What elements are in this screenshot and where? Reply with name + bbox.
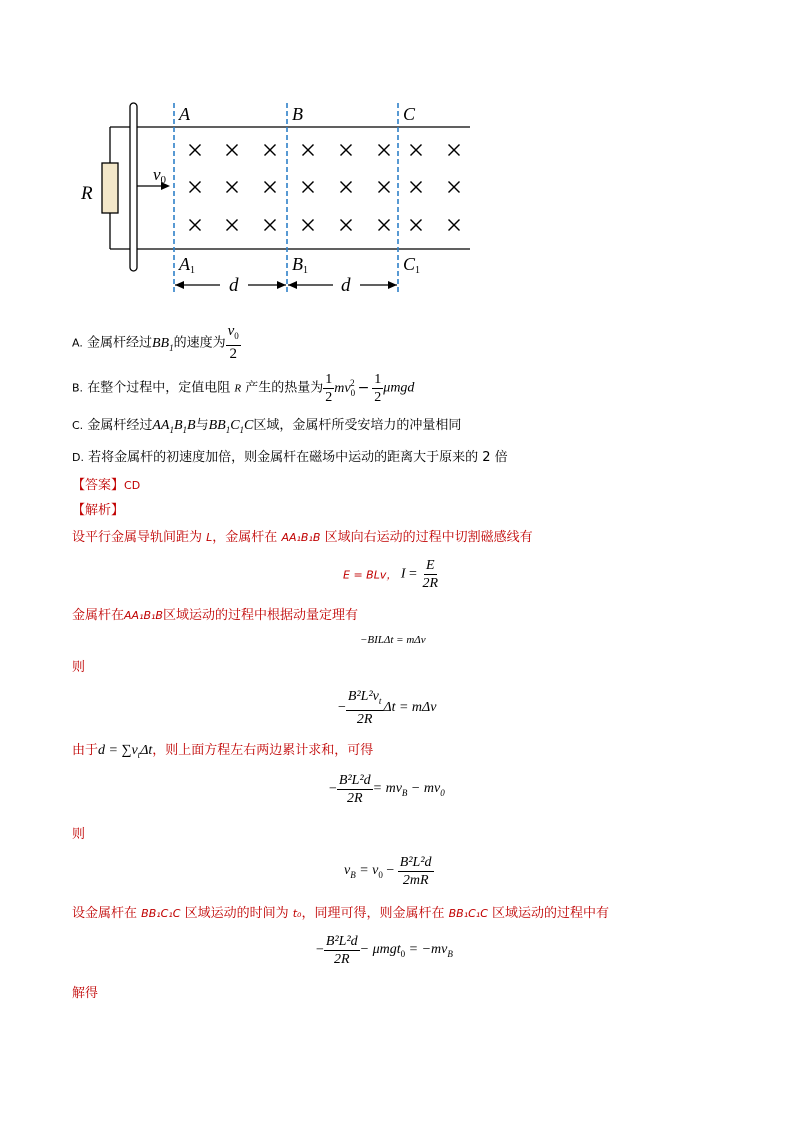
field-cross-icon <box>303 145 314 156</box>
answer-label: 【答案】 <box>72 478 125 493</box>
equation-1: E = BLv， I = $\frac{E}{2R}$ <box>343 558 438 591</box>
option-A: A. 金属杆经过$BB_1$的速度为 $\frac{v_0}{2}$ <box>72 323 239 362</box>
then-2: 则 <box>72 827 86 842</box>
equation-6: − $\frac{\text{B²L²d}}{2R}$ − $\mu mgt_0 = -mv_B$ <box>316 934 453 967</box>
resistor <box>102 163 118 213</box>
analysis-line-4: 设金属杆在 BB₁C₁C 区域运动的时间为 t₀，同理可得，则金属杆在 BB₁C₁C 区域运动的过程中有 <box>72 906 610 921</box>
label-d-2: d <box>341 275 351 296</box>
field-cross-icon <box>341 220 352 231</box>
field-cross-icon <box>411 145 422 156</box>
field-cross-icon <box>411 220 422 231</box>
field-cross-icon <box>227 145 238 156</box>
metal-rod <box>130 103 137 271</box>
field-cross-icon <box>303 220 314 231</box>
equation-4: − $\frac{\text{B²L²d}}{2R}$ = $mv_B - mv_0$ <box>329 773 445 806</box>
solve-label: 解得 <box>72 986 99 1001</box>
equation-3: − $\frac{B^2L^2v_t}{2R}$ Δt = mΔv <box>338 689 437 727</box>
option-D: D. 若将金属杆的初速度加倍，则金属杆在磁场中运动的距离大于原来的 2 倍 <box>72 450 508 465</box>
answer-line <box>72 476 140 496</box>
field-cross-icon <box>190 145 201 156</box>
field-cross-icon <box>379 145 390 156</box>
field-cross-icon <box>265 220 276 231</box>
analysis-label: 【解析】 <box>72 503 125 518</box>
label-C1: C1 <box>403 254 421 276</box>
label-d-1: d <box>229 275 239 296</box>
field-cross-icon <box>190 220 201 231</box>
label-R: R <box>81 183 93 204</box>
field-cross-icon <box>449 145 460 156</box>
field-cross-icon <box>449 182 460 193</box>
label-A1: A1 <box>179 254 195 276</box>
field-cross-icon <box>265 145 276 156</box>
option-B: B. 在整个过程中，定值电阻 R 产生的热量为 $\frac{1}{2}$ $mv_0^2$ − $\frac{1}{2}$ μmgd <box>72 371 415 405</box>
field-cross-icon <box>379 220 390 231</box>
field-cross-icon <box>449 220 460 231</box>
field-cross-icon <box>190 182 201 193</box>
label-A: A <box>179 104 190 124</box>
equation-5: $v_B = v_0$ − $\frac{\text{B²L²d}}{2mR}$ <box>344 855 432 888</box>
field-cross-icon <box>379 182 390 193</box>
then-1: 则 <box>72 660 86 675</box>
field-cross-icon <box>227 220 238 231</box>
analysis-line-1: 设平行金属导轨间距为 L，金属杆在 AA₁B₁B 区域向右运动的过程中切割磁感线有 <box>72 530 533 545</box>
analysis-line-2: 金属杆在AA₁B₁B区域运动的过程中根据动量定理有 <box>72 608 358 623</box>
answer-value: CD <box>124 479 141 492</box>
label-B: B <box>292 104 303 124</box>
field-cross-icon <box>341 182 352 193</box>
magnetic-field-crosses <box>190 145 460 231</box>
equation-2: −BILΔt = mΔv <box>360 634 426 646</box>
field-cross-icon <box>303 182 314 193</box>
field-cross-icon <box>227 182 238 193</box>
label-B1: B1 <box>292 254 308 276</box>
circuit-figure <box>0 0 794 310</box>
field-cross-icon <box>265 182 276 193</box>
field-cross-icon <box>411 182 422 193</box>
analysis-line-3: 由于$d = \sum v_t\Delta t$，则上面方程左右两边累计求和，可得 <box>72 743 374 760</box>
label-v0: v0 <box>153 165 167 186</box>
label-C: C <box>403 104 416 124</box>
option-C: C. 金属杆经过$AA_1B_1B$与$BB_1C_1C$区域，金属杆所受安培力的冲量相同 <box>72 418 462 435</box>
field-cross-icon <box>341 145 352 156</box>
